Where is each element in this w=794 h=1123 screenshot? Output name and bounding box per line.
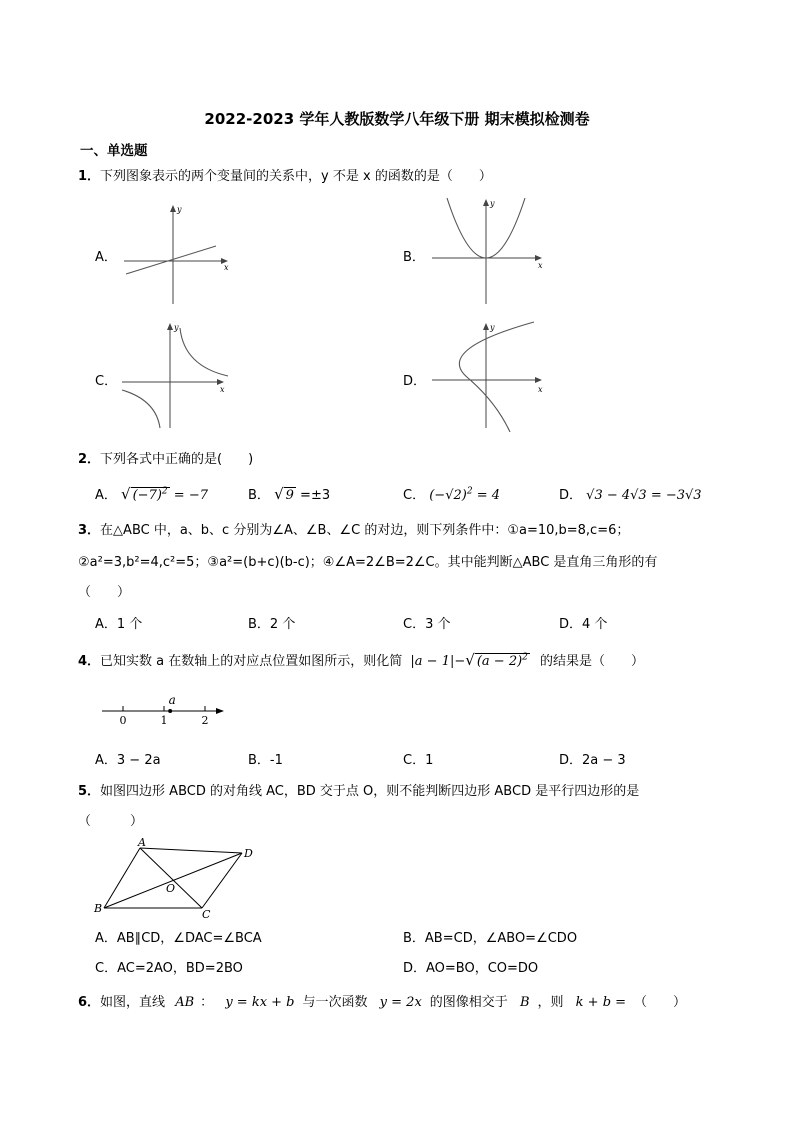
sqrt-sign: √ [465,651,475,669]
q4-option-c: C．1 [403,753,434,768]
x-label: x [538,385,543,394]
question-text: 下列各式中正确的是( ) [100,452,254,467]
expression: $(-√2)^2$ [429,486,473,503]
q5-option-b: B．AB=CD，∠ABO=∠CDO [403,931,578,946]
line-graph [126,246,216,274]
option-label: D． [559,488,583,503]
rhs: =±3 [300,488,331,503]
text-part-5: （ ） [634,995,687,1010]
graph-d [430,320,548,432]
question-5 [78,780,639,799]
exponent: 2 [466,486,473,497]
radicand-base: (a − 2) [476,654,523,669]
option-label: C． [403,488,426,503]
q5-option-d: D．AO=BO，CO=DO [403,961,539,976]
sqrt-sign: √ [274,485,284,503]
parallelogram-figure [92,836,262,920]
equation-3: k + b = [575,995,627,1010]
y-label: y [490,199,495,208]
vertex-b-label: B [94,902,103,915]
rhs: = 4 [476,488,500,503]
side-ad [140,848,242,853]
diagonal-bd [104,853,242,908]
question-6 [78,991,686,1010]
question-number: 2． [78,452,101,467]
text-part-2: 与一次函数 [302,995,368,1010]
question-3-line-3: （ ） [78,585,131,600]
vertex-d-label: D [244,847,253,860]
option-b-label: B． [403,250,425,265]
q4-option-b: B．-1 [248,753,283,768]
question-text: 下列图象表示的两个变量间的关系中，y 不是 x 的函数的是（ ） [100,169,492,184]
question-1 [78,165,492,184]
q3-option-c: C．3 个 [403,617,451,632]
text-part-3: 的图像相交于 [429,995,508,1010]
number-line-arrow [216,708,224,714]
question-number: 3． [78,523,101,538]
y-label: y [177,205,182,214]
question-text-line-1: 在△ABC 中，a、b、c 分别为∠A、∠B、∠C 的对边，则下列条件中：①a=10,b=8,c=6； [100,523,630,538]
expression: √3 − 4√3 = −3√3 [586,488,702,503]
q3-option-a: A．1 个 [95,617,143,632]
x-label: x [538,261,543,270]
point-a-label: a [168,693,176,707]
y-arrow [170,205,176,212]
q5-option-c: C．AC=2AO，BD=2BO [95,961,243,976]
y-label: y [490,323,495,332]
y-arrow [483,199,489,206]
number-line [98,688,228,728]
question-text: 已知实数 a 在数轴上的对应点位置如图所示，则化简 [100,654,403,669]
option-c-label: C． [95,374,118,389]
q3-option-b: B．2 个 [248,617,296,632]
page-title: 2022-2023 学年人教版数学八年级下册 期末模拟检测卷 [204,110,590,128]
radicand-base: (−7) [132,488,162,503]
graph-b [430,196,548,308]
option-d-label: D． [403,374,427,389]
question-number: 4． [78,654,101,669]
graph-c [120,320,232,432]
point-a [168,709,172,713]
q4-option-d: D．2a − 3 [559,753,626,768]
option-label: A． [95,488,117,503]
text-part-1: 如图，直线 [100,995,166,1010]
exponent: 2 [161,486,168,497]
q4-option-a: A．3 − 2a [95,753,161,768]
q5-option-a: A．AB∥CD，∠DAC=∠BCA [95,931,262,946]
question-number: 1． [78,169,101,184]
question-text-line-1: 如图四边形 ABCD 的对角线 AC，BD 交于点 O，则不能判断四边形 ABCD 是平行四边形的是 [100,784,640,799]
exponent: 2 [522,652,528,663]
text-part-4: ，则 [537,995,564,1010]
q2-option-b [248,484,330,503]
point-o-label: O [166,882,176,895]
inner: −√2 [434,488,462,503]
option-a-label: A． [95,250,117,265]
hyperbola-branch-1 [180,328,228,376]
question-number: 5． [78,784,101,799]
x-label: x [224,263,229,272]
tick-label-1: 1 [160,714,168,727]
colon: ： [200,995,214,1010]
q3-option-d: D．4 个 [559,617,608,632]
question-text-end: 的结果是（ ） [540,654,645,669]
question-number: 6． [78,995,101,1010]
q2-option-c [403,484,500,503]
vertex-c-label: C [202,908,211,920]
y-arrow [483,323,489,330]
minus: − [454,654,466,669]
y-arrow [167,323,173,330]
tick-label-0: 0 [119,714,127,727]
side-ab [104,848,140,908]
equation-1: y = kx + b [225,995,295,1010]
line-ab: AB [175,995,195,1010]
equation-2: y = 2x [379,995,422,1010]
sideways-parabola [459,322,534,432]
vertex-a-label: A [138,836,146,849]
question-3-line-2: ②a²=3,b²=4,c²=5；③a²=(b+c)(b-c)；④∠A=2∠B=2∠C。其中能判断△ABC 是直角三角形的有 [78,555,658,570]
y-label: y [174,323,179,332]
rhs: = −7 [173,488,208,503]
point-b: B [519,995,530,1010]
abs-expression: |a − 1| [410,654,455,669]
x-arrow [535,377,542,383]
graph-a [120,200,232,308]
radicand: 9 [285,488,294,503]
question-3 [78,519,629,538]
hyperbola-branch-2 [122,390,160,428]
radicand [475,653,530,669]
x-label: x [220,385,225,394]
tick-label-2: 2 [201,714,209,727]
radicand [131,487,170,503]
diagonal-ac [140,848,202,908]
question-5-line-2: （ ） [78,814,144,829]
question-2 [78,448,253,467]
q2-option-d [559,484,702,503]
option-label: B． [248,488,270,503]
section-heading: 一、单选题 [80,143,148,159]
q2-option-a [95,484,208,503]
sqrt-sign: √ [121,485,131,503]
question-4 [78,650,644,669]
